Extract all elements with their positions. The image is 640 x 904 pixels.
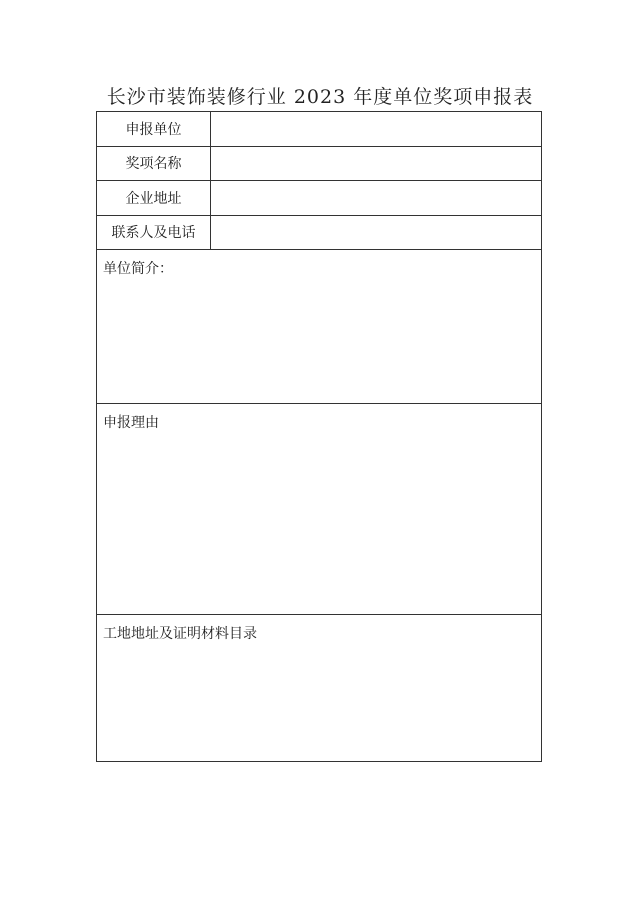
application-form: [96, 111, 542, 762]
row-contact-phone: [97, 216, 541, 251]
site-address-materials-label: 工地地址及证明材料目录: [103, 626, 257, 642]
contact-phone-field[interactable]: [211, 216, 541, 250]
company-address-label: 企业地址: [97, 181, 211, 215]
row-award-name: [97, 147, 541, 182]
unit-intro-label: 单位简介：: [103, 261, 173, 277]
applicant-unit-field[interactable]: [211, 112, 541, 146]
company-address-field[interactable]: [211, 181, 541, 215]
form-title: 长沙市装饰装修行业 2023 年度单位奖项申报表: [106, 86, 534, 108]
section-unit-intro[interactable]: [97, 250, 541, 404]
award-name-label: 奖项名称: [97, 147, 211, 181]
applicant-unit-label: 申报单位: [97, 112, 211, 146]
contact-phone-label: 联系人及电话: [97, 216, 211, 250]
row-applicant-unit: [97, 112, 541, 147]
application-reason-label: 申报理由: [103, 415, 159, 431]
section-application-reason[interactable]: [97, 404, 541, 615]
section-site-address-materials[interactable]: [97, 615, 541, 761]
row-company-address: [97, 181, 541, 216]
award-name-field[interactable]: [211, 147, 541, 181]
